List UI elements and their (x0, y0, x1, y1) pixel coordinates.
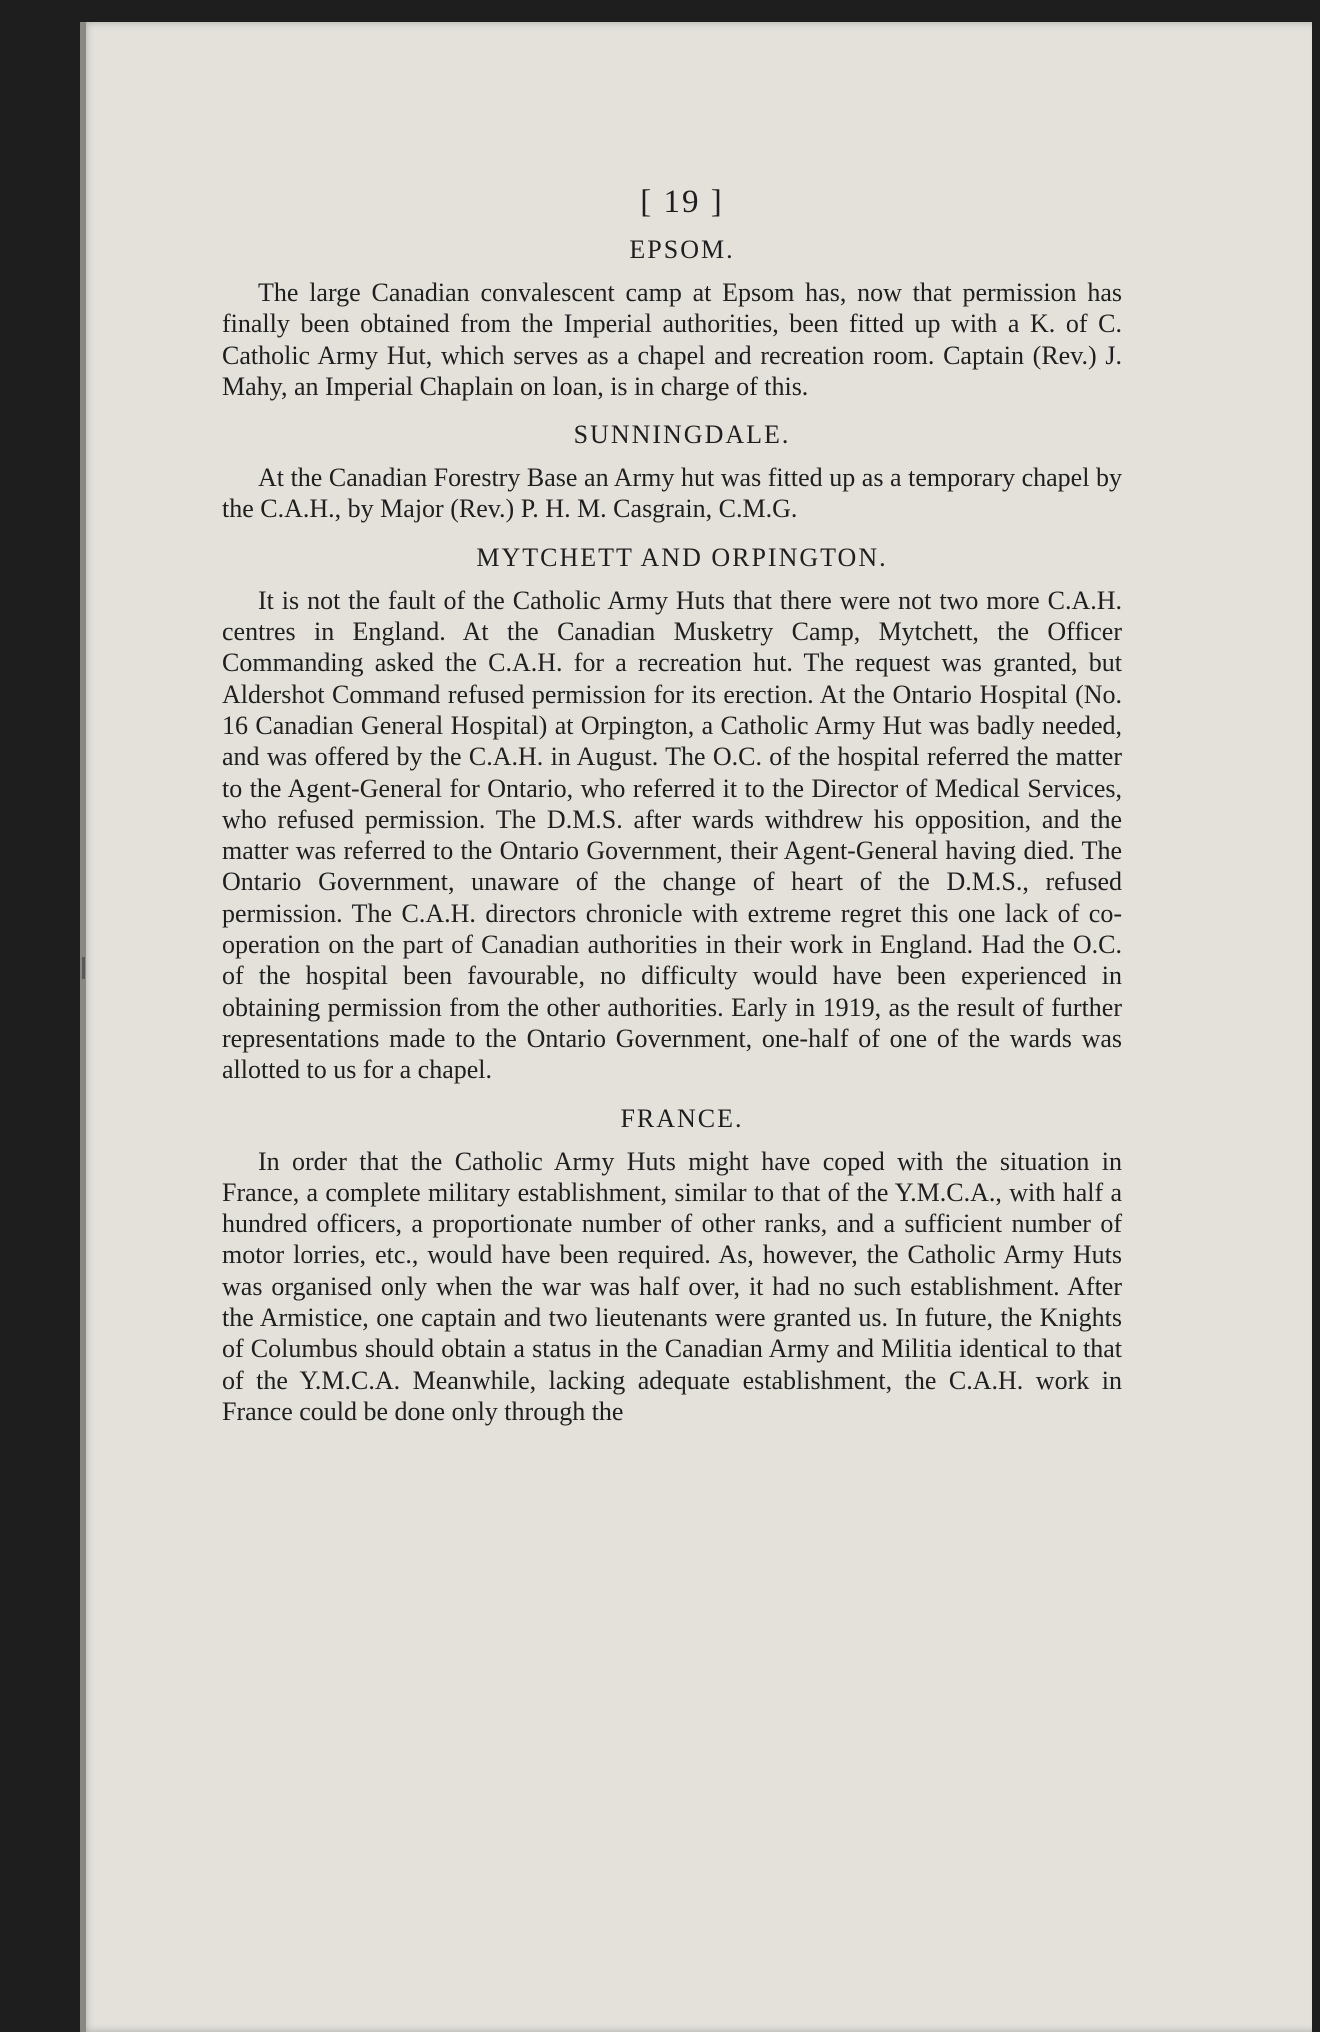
section-paragraph: It is not the fault of the Catholic Army Huts that there were not two more C.A.H. centres in England. At the Canadian Musketry Camp, Mytchett, the Officer Commanding asked the C.A.H. for a recreation hut. The request was granted, but Aldershot Command refused permission for its erection. At the Ontario Hospital (No. 16 Canadian General Hospital) at Orpington, a Catholic Army Hut was badly needed, and was offered by the C.A.H. in August. The O.C. of the hospital referred the matter to the Agent-General for Ontario, who referred it to the Director of Medical Services, who refused permission. The D.M.S. after wards withdrew his opposition, and the matter was referred to the Ontario Government, their Agent-General having died. The Ontario Government, unaware of the change of heart of the D.M.S., refused permission. The C.A.H. directors chronicle with extreme regret this one lack of co-operation on the part of Canadian authorities in their work in England. Had the O.C. of the hospital been favourable, no difficulty would have been experienced in obtaining permission from the other authorities. Early in 1919, as the result of further representations made to the Ontario Government, one-half of one of the wards was allotted to us for a chapel. (222, 585, 1122, 1085)
section-heading: FRANCE. (620, 1103, 744, 1133)
section-heading: EPSOM. (629, 235, 735, 264)
section-paragraph: In order that the Catholic Army Huts might have coped with the situation in France, a complete military establishment, similar to that of the Y.M.C.A., with half a hundred officers, a proportionate number of other ranks, and a sufficient number of motor lorries, etc., would have been required. As, however, the Catholic Army Huts was organised only when the war was half over, it had no such establishment. After the Armistice, one captain and two lieutenants were granted us. In future, the Knights of Columbus should obtain a status in the Canadian Army and Militia identical to that of the Y.M.C.A. Meanwhile, lacking adequate establishment, the C.A.H. work in France could be done only through the (222, 1146, 1122, 1426)
section-heading: MYTCHETT AND ORPINGTON. (476, 542, 888, 572)
section-france (222, 1104, 1122, 1428)
page-content (222, 184, 1122, 1445)
section-mytchett-orpington (222, 543, 1122, 1086)
page-number: [ 19 ] (640, 184, 724, 220)
book-page (80, 22, 1312, 2032)
gutter-mark (82, 957, 85, 979)
section-epsom (222, 235, 1122, 402)
section-paragraph: At the Canadian Forestry Base an Army hut was fitted up as a temporary chapel by the C.A.H., by Major (Rev.) P. H. M. Casgrain, C.M.G. (222, 463, 1122, 524)
section-sunningdale (222, 420, 1122, 525)
section-paragraph: The large Canadian convalescent camp at Epsom has, now that permission has finally been obtained from the Imperial authorities, been fitted up with a K. of C. Catholic Army Hut, which serves as a chapel and recreation room. Captain (Rev.) J. Mahy, an Imperial Chaplain on loan, is in charge of this. (222, 278, 1122, 401)
section-heading: SUNNINGDALE. (573, 420, 791, 450)
